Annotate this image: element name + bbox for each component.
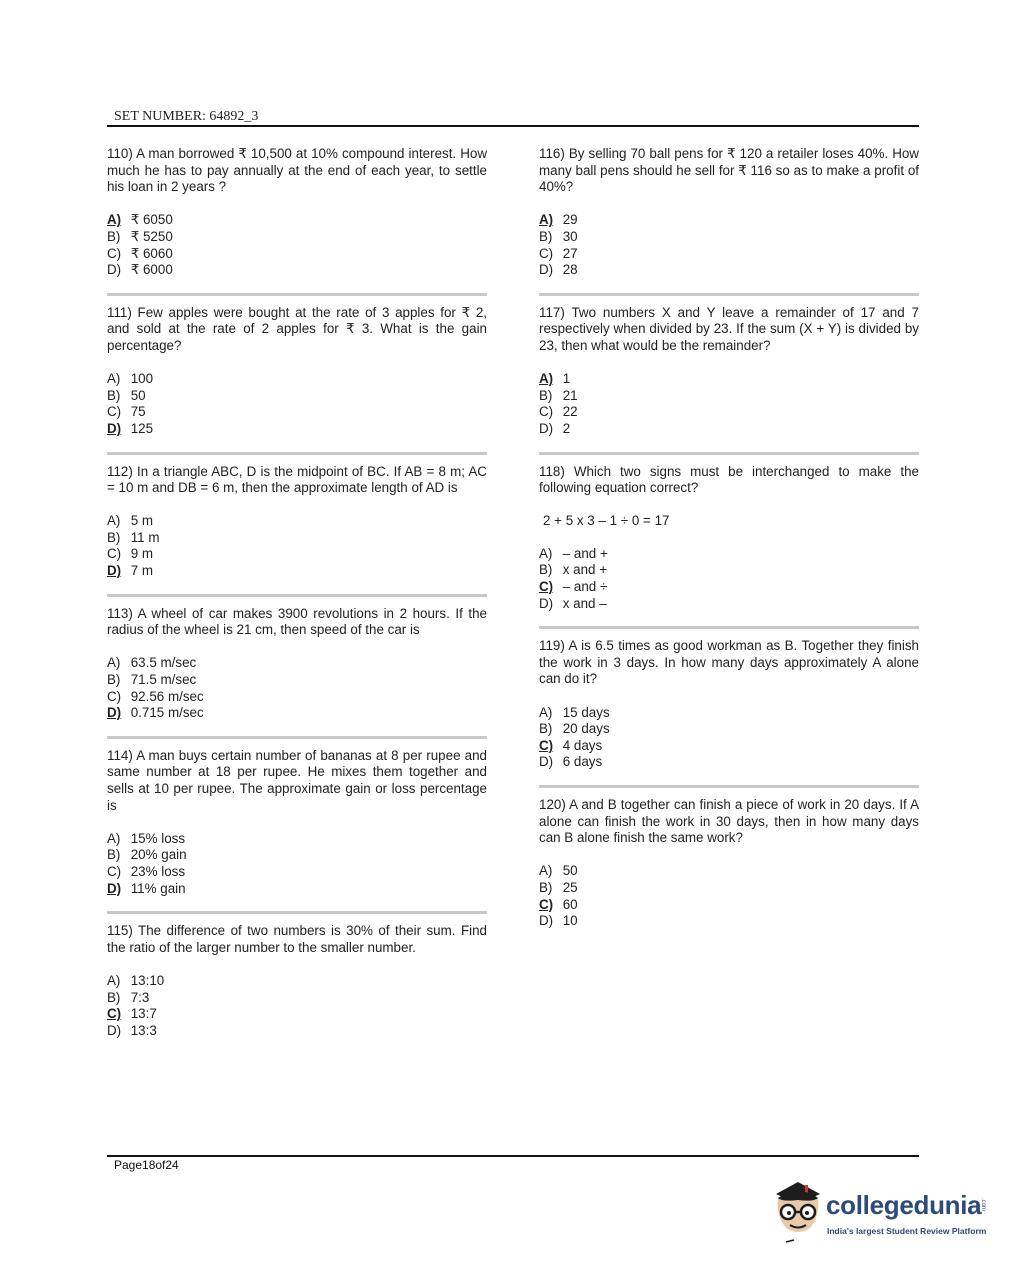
answer-option [107,1023,487,1040]
question-body: Few apples were bought at the rate of 3 apples for ₹ 2, and sold at the rate of 2 apples for ₹ 3. What is the gain percentage? [107,304,487,353]
option-text: 21 [562,387,578,403]
answer-option [107,655,487,672]
answer-option [107,246,487,263]
answer-option [107,689,487,706]
collegedunia-logo [768,1176,993,1246]
question-number: 120) [539,797,566,812]
question-body: In a triangle ABC, D is the midpoint of BC. If AB = 8 m; AC = 10 m and DB = 6 m, then the approximate length of AD is [107,463,487,496]
question-number: 111) [107,304,132,320]
answer-option [539,863,919,880]
question-body: A and B together can finish a piece of work in 20 days. If A alone can finish the work in 30 days, then in how many days can B alone finish the same work? [539,797,920,846]
answer-option-correct [539,212,919,229]
question-body: Which two signs must be interchanged to make the following equation correct? [539,463,919,496]
question-text [107,464,487,497]
answer-option-correct [539,371,919,388]
question-separator [539,293,919,296]
option-key: B) [539,721,553,737]
option-key: D) [107,563,122,579]
question-separator [107,293,487,296]
option-text: 5 m [130,513,154,529]
question-separator [539,626,919,629]
answer-options [107,831,487,897]
answer-option [107,847,487,864]
option-text: 28 [562,262,578,278]
option-text: – and + [562,545,608,561]
option-text: ₹ 6050 [130,212,173,228]
option-text: 23% loss [130,863,186,879]
option-text: 4 days [562,737,603,753]
question-body: A man buys certain number of bananas at 8 per rupee and same number at 18 per rupee. He mixes them together and sells at 10 per rupee. The approximate gain or loss percentage is [107,747,487,813]
answer-option [539,880,919,897]
question-body: The difference of two numbers is 30% of their sum. Find the ratio of the larger number to the smaller number. [107,923,488,955]
option-key: D) [539,420,554,436]
right-question-column [539,146,919,930]
question-number: 110) [107,146,133,161]
option-text: 71.5 m/sec [130,672,197,688]
question-number: 118) [539,463,565,479]
answer-option-correct [539,738,919,755]
option-key: A) [107,513,121,529]
answer-option [539,421,919,438]
answer-option [107,990,487,1007]
page-number: Page18of24 [114,1158,179,1172]
option-text: 15% loss [130,830,186,846]
answer-option [107,371,487,388]
option-text: x and – [562,595,607,611]
option-key: A) [107,830,121,846]
set-number-header: SET NUMBER: 64892_3 [114,109,259,124]
option-text: 11% gain [130,880,186,896]
option-key: C) [107,404,122,420]
option-text: 50 [130,387,146,403]
option-text: x and + [562,562,608,578]
answer-option [539,705,919,722]
answer-option [539,388,919,405]
option-key: C) [539,896,554,912]
option-text: 25 [562,879,578,895]
option-key: D) [539,595,554,611]
option-key: B) [107,989,121,1005]
question-body: By selling 70 ball pens for ₹ 120 a retailer loses 40%. How many ball pens should he sell for ₹ 116 so as to make a profit of 40%? [539,146,919,195]
option-text: 7 m [130,563,154,579]
option-key: D) [107,705,122,721]
option-text: 10 [562,913,578,929]
option-text: 20 days [562,721,610,737]
question-separator [107,736,487,739]
question-number: 119) [539,638,565,654]
answer-option-correct [107,881,487,898]
question-block [539,797,919,930]
question-separator [539,452,919,455]
option-text: 0.715 m/sec [130,705,204,721]
logo-brand-text: collegedunia [826,1190,982,1220]
question-block [107,748,487,897]
question-text [107,305,487,355]
answer-option [539,754,919,771]
left-question-column [107,146,487,1039]
question-text [107,146,487,196]
option-text: 30 [562,228,578,244]
option-key: C) [539,579,554,595]
option-key: D) [107,880,122,896]
answer-option [539,913,919,930]
question-separator [539,785,919,788]
answer-option [107,831,487,848]
option-key: C) [107,1006,122,1022]
option-key: C) [539,737,554,753]
question-number: 112) [107,463,133,479]
option-text: 13:7 [130,1006,157,1022]
question-body: A wheel of car makes 3900 revolutions in 2 hours. If the radius of the wheel is 21 cm, then speed of the car is [107,605,488,638]
option-key: A) [107,972,121,988]
answer-options [539,705,919,771]
answer-option [107,530,487,547]
option-text: 27 [562,245,578,261]
option-text: 22 [562,404,578,420]
option-text: ₹ 6060 [130,245,173,261]
option-text: 63.5 m/sec [130,655,197,671]
answer-options [107,973,487,1039]
option-key: B) [107,387,121,403]
option-key: A) [107,371,121,387]
answer-option [107,672,487,689]
option-text: ₹ 6000 [130,262,173,278]
option-key: D) [107,1022,122,1038]
question-text [107,923,487,956]
option-key: B) [107,529,121,545]
answer-option [539,262,919,279]
answer-option [107,404,487,421]
answer-options [107,655,487,721]
question-block [539,464,919,613]
answer-option [107,262,487,279]
option-text: 60 [562,896,578,912]
option-text: 1 [562,371,571,387]
answer-option [539,404,919,421]
question-block [539,638,919,771]
option-text: 20% gain [130,847,187,863]
question-block [107,464,487,580]
option-key: A) [539,863,553,879]
answer-option [539,229,919,246]
question-block [107,923,487,1039]
question-body: Two numbers X and Y leave a remainder of 17 and 7 respectively when divided by 23. If the sum (X + Y) is divided by 23, then what would be the remainder? [539,304,919,353]
answer-option [539,546,919,563]
answer-option [539,721,919,738]
question-equation: 2 + 5 x 3 – 1 ÷ 0 = 17 [543,512,670,528]
answer-option-correct [107,563,487,580]
answer-option [539,246,919,263]
option-text: 15 days [562,704,610,720]
option-key: C) [539,245,554,261]
question-block [107,305,487,438]
question-separator [107,911,487,914]
question-number: 116) [539,146,565,161]
option-text: 2 [562,420,571,436]
answer-option-correct [107,212,487,229]
question-text [539,464,919,497]
option-key: D) [539,754,554,770]
option-key: C) [539,404,554,420]
question-text [107,748,487,814]
question-number: 114) [107,747,133,763]
answer-options [107,212,487,278]
option-key: A) [539,212,554,228]
option-key: C) [107,688,122,704]
option-text: 50 [562,863,578,879]
option-text: 7:3 [130,989,150,1005]
option-text: 6 days [562,754,603,770]
answer-option-correct [107,1006,487,1023]
option-key: B) [107,228,121,244]
question-number: 113) [107,605,133,621]
answer-options [539,212,919,278]
option-text: ₹ 5250 [130,228,173,244]
question-separator [107,594,487,597]
logo-tagline: India's largest Student Review Platform [827,1226,987,1236]
option-text: 11 m [130,529,160,545]
option-key: B) [107,672,121,688]
option-key: C) [107,245,122,261]
answer-options [539,371,919,437]
option-key: B) [539,562,553,578]
option-text: 29 [562,212,578,228]
question-text [107,606,487,639]
option-key: C) [107,863,122,879]
option-key: B) [539,387,553,403]
question-body: A man borrowed ₹ 10,500 at 10% compound interest. How much he has to pay annually at the end of each year, to settle his loan in 2 years ? [107,146,487,195]
answer-option-correct [539,897,919,914]
answer-option-correct [539,579,919,596]
question-separator [107,452,487,455]
logo-dotcom: .com [980,1198,986,1212]
question-number: 117) [539,304,565,320]
mascot-icon [768,1176,824,1246]
option-key: A) [107,655,121,671]
answer-option [107,546,487,563]
answer-option [107,864,487,881]
footer-rule [107,1155,919,1157]
option-text: 92.56 m/sec [130,688,204,704]
question-text [539,638,919,688]
option-text: 9 m [130,546,154,562]
answer-option [107,973,487,990]
question-block [107,146,487,279]
option-key: A) [539,545,553,561]
answer-option [107,388,487,405]
option-key: B) [539,879,553,895]
option-text: 100 [130,371,154,387]
answer-options [539,863,919,929]
question-number: 115) [107,923,133,939]
answer-option [107,513,487,530]
answer-option-correct [107,705,487,722]
answer-option [107,229,487,246]
question-text [539,146,919,196]
question-body: A is 6.5 times as good workman as B. Together they finish the work in 3 days. In how many days approximately A alone can do it? [539,638,919,687]
option-key: C) [107,546,122,562]
header-rule [107,125,919,127]
option-text: 75 [130,404,146,420]
answer-option [539,562,919,579]
option-text: 13:10 [130,972,165,988]
option-key: D) [107,262,122,278]
option-key: D) [539,262,554,278]
answer-option-correct [107,421,487,438]
question-block [107,606,487,722]
answer-options [107,513,487,579]
question-block [539,305,919,438]
answer-options [539,546,919,612]
option-key: A) [539,704,553,720]
option-text: – and ÷ [562,579,608,595]
option-key: A) [539,371,554,387]
option-key: D) [107,420,122,436]
option-key: B) [107,847,121,863]
option-text: 13:3 [130,1022,157,1038]
option-key: A) [107,212,122,228]
answer-option [539,596,919,613]
option-key: B) [539,228,553,244]
question-text [539,797,919,847]
question-text [539,305,919,355]
answer-options [107,371,487,437]
option-key: D) [539,913,554,929]
question-block [539,146,919,279]
option-text: 125 [130,420,154,436]
